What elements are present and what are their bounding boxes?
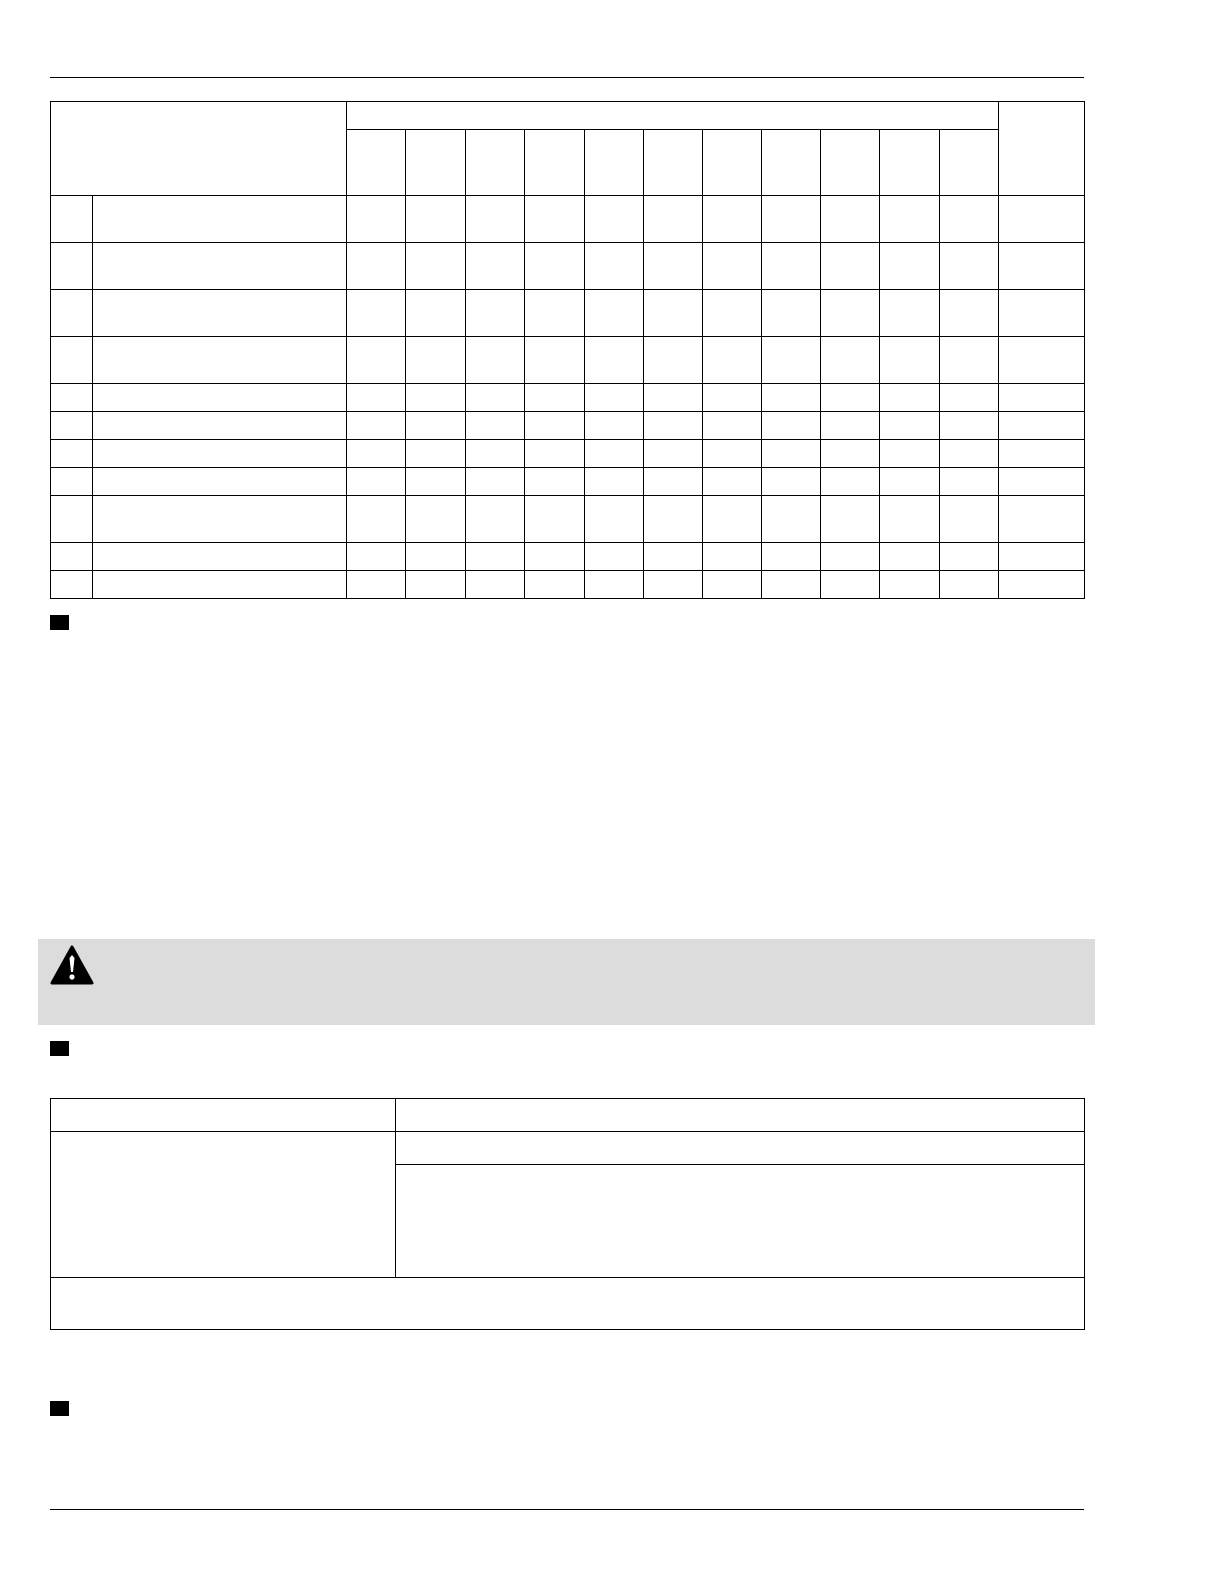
interval-cell (347, 384, 406, 412)
interval-cell (940, 412, 999, 440)
interval-header-cell (466, 130, 525, 196)
interval-cell (406, 196, 466, 243)
row-item-cell (93, 496, 347, 543)
interval-group-header (347, 102, 999, 130)
interval-cell (585, 496, 644, 543)
row-item-cell (93, 440, 347, 468)
table-row (51, 571, 1085, 599)
table-row (51, 384, 1085, 412)
schedule-body (51, 196, 1085, 599)
interval-header-cell (940, 130, 999, 196)
interval-cell (762, 412, 821, 440)
interval-cell (880, 412, 940, 440)
interval-cell (644, 440, 703, 468)
interval-cell (347, 290, 406, 337)
row-number-cell (51, 440, 93, 468)
notes-cell (999, 496, 1085, 543)
interval-header-cell (347, 130, 406, 196)
interval-cell (644, 543, 703, 571)
interval-cell (585, 290, 644, 337)
interval-cell (644, 412, 703, 440)
interval-cell (940, 384, 999, 412)
table-row (51, 496, 1085, 543)
interval-cell (466, 337, 525, 384)
table-row (51, 543, 1085, 571)
notes-cell (999, 290, 1085, 337)
interval-cell (762, 571, 821, 599)
interval-cell (821, 196, 880, 243)
interval-cell (762, 440, 821, 468)
interval-cell (821, 440, 880, 468)
interval-cell (644, 384, 703, 412)
row-number-cell (51, 196, 93, 243)
interval-cell (703, 412, 762, 440)
interval-cell (940, 196, 999, 243)
table-row (51, 440, 1085, 468)
table-row (51, 412, 1085, 440)
interval-header-cell (644, 130, 703, 196)
interval-cell (940, 543, 999, 571)
interval-cell (940, 440, 999, 468)
row-item-cell (93, 384, 347, 412)
interval-cell (880, 243, 940, 290)
spec-footer (51, 1278, 1085, 1330)
interval-cell (525, 468, 585, 496)
interval-cell (940, 337, 999, 384)
interval-cell (821, 571, 880, 599)
interval-cell (762, 384, 821, 412)
interval-cell (466, 196, 525, 243)
interval-cell (347, 243, 406, 290)
interval-cell (466, 440, 525, 468)
spec-right-row (396, 1165, 1085, 1278)
row-item-cell (93, 290, 347, 337)
interval-cell (525, 571, 585, 599)
row-number-cell (51, 243, 93, 290)
interval-cell (466, 496, 525, 543)
interval-header-cell (585, 130, 644, 196)
notes-cell (999, 468, 1085, 496)
notes-cell (999, 440, 1085, 468)
interval-cell (703, 196, 762, 243)
row-item-cell (93, 571, 347, 599)
row-number-cell (51, 384, 93, 412)
interval-cell (347, 337, 406, 384)
interval-cell (880, 571, 940, 599)
notes-cell (999, 337, 1085, 384)
interval-cell (880, 196, 940, 243)
table-title-cell (51, 102, 347, 196)
interval-cell (406, 412, 466, 440)
interval-cell (525, 290, 585, 337)
table-row (51, 290, 1085, 337)
interval-header-cell (525, 130, 585, 196)
interval-cell (703, 243, 762, 290)
interval-cell (940, 468, 999, 496)
table-row (51, 468, 1085, 496)
row-number-cell (51, 496, 93, 543)
interval-cell (406, 440, 466, 468)
interval-cell (525, 412, 585, 440)
interval-cell (406, 384, 466, 412)
table-row (51, 243, 1085, 290)
interval-cell (644, 243, 703, 290)
row-item-cell (93, 412, 347, 440)
interval-cell (703, 468, 762, 496)
interval-cell (644, 496, 703, 543)
interval-cell (466, 412, 525, 440)
row-number-cell (51, 571, 93, 599)
table-row (51, 337, 1085, 384)
interval-cell (821, 412, 880, 440)
interval-cell (466, 290, 525, 337)
notes-cell (999, 243, 1085, 290)
interval-cell (880, 290, 940, 337)
interval-cell (821, 337, 880, 384)
spec-left-header (51, 1099, 396, 1132)
interval-cell (347, 468, 406, 496)
interval-cell (821, 290, 880, 337)
interval-cell (703, 543, 762, 571)
interval-cell (347, 412, 406, 440)
interval-cell (466, 543, 525, 571)
interval-cell (525, 440, 585, 468)
interval-cell (644, 571, 703, 599)
interval-cell (585, 571, 644, 599)
interval-cell (703, 290, 762, 337)
interval-cell (644, 468, 703, 496)
interval-cell (347, 543, 406, 571)
interval-cell (940, 243, 999, 290)
row-number-cell (51, 468, 93, 496)
interval-cell (821, 243, 880, 290)
row-item-cell (93, 543, 347, 571)
maintenance-schedule-table (50, 101, 1085, 599)
warning-box (38, 939, 1095, 1025)
section-bullet (50, 615, 69, 630)
interval-cell (406, 243, 466, 290)
interval-cell (703, 571, 762, 599)
interval-header-cell (406, 130, 466, 196)
interval-cell (347, 196, 406, 243)
interval-header-cell (762, 130, 821, 196)
interval-cell (466, 468, 525, 496)
interval-cell (585, 337, 644, 384)
interval-cell (880, 440, 940, 468)
interval-cell (406, 337, 466, 384)
interval-cell (880, 468, 940, 496)
row-item-cell (93, 468, 347, 496)
interval-cell (880, 337, 940, 384)
interval-cell (821, 496, 880, 543)
interval-cell (762, 290, 821, 337)
interval-cell (585, 384, 644, 412)
interval-header-cell (703, 130, 762, 196)
interval-cell (466, 243, 525, 290)
interval-cell (940, 496, 999, 543)
section-bullet (50, 1401, 69, 1416)
interval-cell (406, 571, 466, 599)
interval-cell (406, 290, 466, 337)
interval-cell (466, 384, 525, 412)
interval-cell (762, 337, 821, 384)
interval-cell (525, 496, 585, 543)
notes-header (999, 102, 1085, 196)
interval-cell (762, 468, 821, 496)
interval-cell (762, 196, 821, 243)
interval-cell (940, 290, 999, 337)
interval-cell (821, 384, 880, 412)
notes-cell (999, 384, 1085, 412)
interval-cell (525, 243, 585, 290)
table-row (51, 196, 1085, 243)
warning-triangle-icon (50, 945, 94, 985)
interval-cell (406, 496, 466, 543)
interval-cell (525, 384, 585, 412)
interval-cell (703, 337, 762, 384)
interval-cell (347, 496, 406, 543)
row-item-cell (93, 243, 347, 290)
interval-cell (585, 440, 644, 468)
interval-cell (703, 384, 762, 412)
interval-cell (644, 196, 703, 243)
row-number-cell (51, 337, 93, 384)
interval-cell (525, 196, 585, 243)
interval-cell (585, 243, 644, 290)
interval-cell (703, 496, 762, 543)
interval-cell (644, 337, 703, 384)
interval-cell (762, 543, 821, 571)
interval-header-cell (821, 130, 880, 196)
interval-cell (347, 571, 406, 599)
interval-cell (762, 243, 821, 290)
row-number-cell (51, 412, 93, 440)
interval-cell (347, 440, 406, 468)
interval-cell (585, 543, 644, 571)
interval-cell (525, 543, 585, 571)
interval-cell (644, 290, 703, 337)
footer-rule (50, 1509, 1084, 1510)
row-number-cell (51, 543, 93, 571)
interval-cell (466, 571, 525, 599)
interval-cell (821, 468, 880, 496)
interval-cell (821, 543, 880, 571)
interval-cell (880, 496, 940, 543)
row-item-cell (93, 196, 347, 243)
notes-cell (999, 196, 1085, 243)
interval-cell (585, 468, 644, 496)
spec-right-header (396, 1099, 1085, 1132)
header-rule (50, 77, 1084, 78)
row-item-cell (93, 337, 347, 384)
spec-right-row (396, 1132, 1085, 1165)
interval-cell (762, 496, 821, 543)
spec-left-body (51, 1132, 396, 1278)
interval-cell (585, 196, 644, 243)
notes-cell (999, 543, 1085, 571)
section-bullet (50, 1041, 69, 1056)
interval-cell (585, 412, 644, 440)
row-number-cell (51, 290, 93, 337)
notes-cell (999, 571, 1085, 599)
interval-cell (525, 337, 585, 384)
interval-cell (406, 543, 466, 571)
interval-cell (880, 543, 940, 571)
interval-header-cell (880, 130, 940, 196)
specification-table (50, 1098, 1085, 1330)
interval-cell (880, 384, 940, 412)
interval-cell (406, 468, 466, 496)
interval-cell (703, 440, 762, 468)
notes-cell (999, 412, 1085, 440)
interval-cell (940, 571, 999, 599)
